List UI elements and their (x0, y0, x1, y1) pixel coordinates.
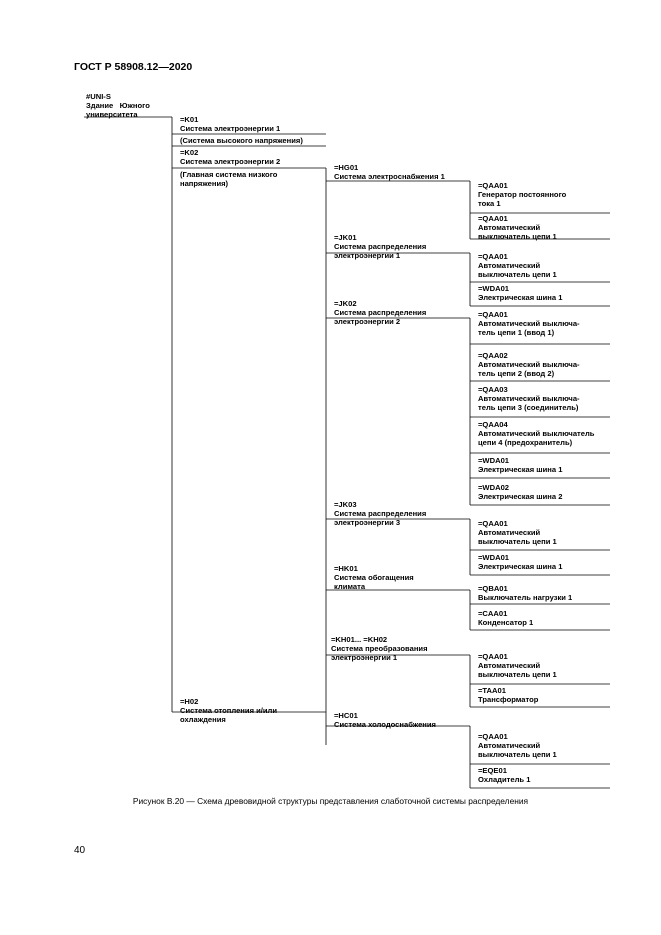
node-jk03-wda01: =WDA01 Электрическая шина 1 (478, 553, 563, 572)
node-kh-qaa01: =QAA01 Автоматический выключатель цепи 1 (478, 652, 557, 680)
node-jk03: =JK03 Система распределения электроэнергии 3 (334, 500, 427, 528)
document-header: ГОСТ Р 58908.12—2020 (74, 61, 193, 73)
node-hg01: =HG01 Система электроснабжения 1 (334, 163, 445, 182)
node-kh-taa01: =TAA01 Трансформатор (478, 686, 539, 705)
node-hc01-eqe01: =EQE01 Охладитель 1 (478, 766, 531, 785)
node-jk02-qaa02: =QAA02 Автоматический выключа- тель цепи 2 (ввод 2) (478, 351, 580, 379)
node-hc01: =HC01 Система холодоснабжения (334, 711, 436, 730)
node-kh01-kh02: =KH01... =KH02 Система преобразования электроэнергии 1 (331, 635, 428, 663)
node-hg01-qaa01: =QAA01 Генератор постоянного тока 1 (478, 181, 567, 209)
node-hk01-caa01: =CAA01 Конденсатор 1 (478, 609, 534, 628)
node-root-building: #UNI-S Здание Южного университета (86, 92, 150, 120)
page-number: 40 (74, 845, 86, 856)
node-k02: =K02 Система электроэнергии 2 (180, 148, 281, 167)
node-jk03-qaa01: =QAA01 Автоматический выключатель цепи 1 (478, 519, 557, 547)
node-jk02-qaa03: =QAA03 Автоматический выключа- тель цепи 3 (соединитель) (478, 385, 580, 413)
node-k02-note: (Главная система низкого напряжения) (180, 170, 278, 189)
node-hk01: =HK01 Система обогащения климата (334, 564, 414, 592)
node-k01-note: (Система высокого напряжения) (180, 136, 303, 145)
node-jk01-wda01: =WDA01 Электрическая шина 1 (478, 284, 563, 303)
node-hc01-qaa01: =QAA01 Автоматический выключатель цепи 1 (478, 732, 557, 760)
node-jk02-wda02: =WDA02 Электрическая шина 2 (478, 483, 563, 502)
node-jk01-qaa01: =QAA01 Автоматический выключатель цепи 1 (478, 252, 557, 280)
node-jk02-qaa04: =QAA04 Автоматический выключатель цепи 4 (предохранитель) (478, 420, 595, 448)
node-hk01-qba01: =QBA01 Выключатель нагрузки 1 (478, 584, 573, 603)
node-jk02-wda01: =WDA01 Электрическая шина 1 (478, 456, 563, 475)
figure-caption: Рисунок В.20 — Схема древовидной структуры представления слаботочной системы распределения (132, 796, 529, 806)
node-jk02-qaa01: =QAA01 Автоматический выключа- тель цепи 1 (ввод 1) (478, 310, 580, 338)
node-h02: =H02 Система отопления и/или охлаждения (180, 697, 278, 725)
node-hg01-qaa01-breaker: =QAA01 Автоматический выключатель цепи 1 (478, 214, 557, 242)
node-jk02: =JK02 Система распределения электроэнергии 2 (334, 299, 427, 327)
node-jk01: =JK01 Система распределения электроэнергии 1 (334, 233, 427, 261)
node-k01: =K01 Система электроэнергии 1 (180, 115, 281, 134)
